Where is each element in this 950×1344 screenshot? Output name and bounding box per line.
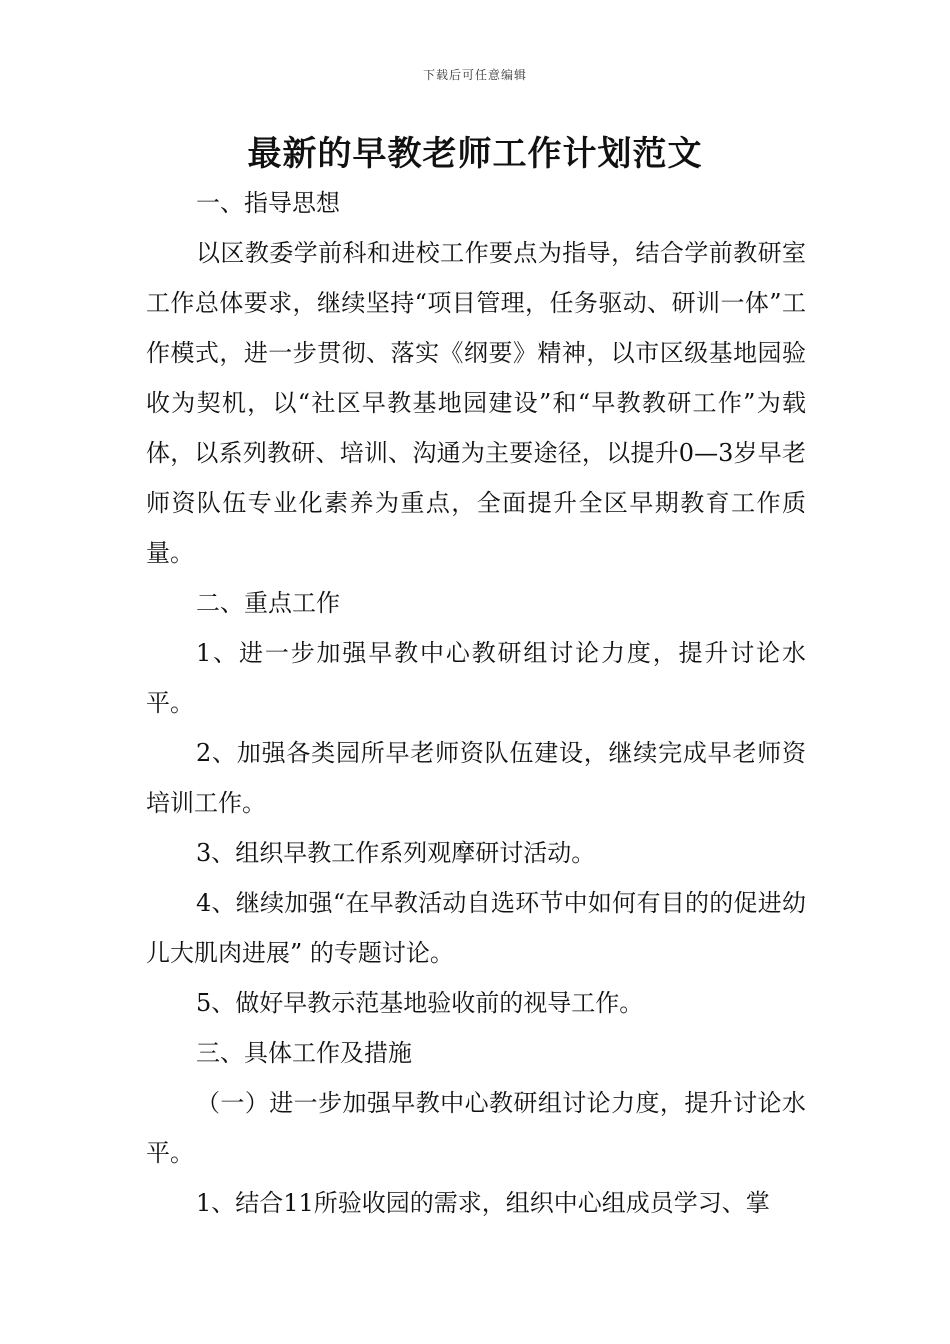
section-heading-measures: 三、具体工作及措施 xyxy=(196,1039,412,1067)
key-work-item-1: 1、进一步加强早教中心教研组讨论力度，提升讨论水平。 xyxy=(146,639,806,717)
key-work-item-3: 3、组织早教工作系列观摩研讨活动。 xyxy=(196,839,596,867)
header-note: 下载后可任意编辑 xyxy=(422,68,527,82)
key-work-item-4: 4、继续加强“在早教活动自选环节中如何有目的的促进幼儿大肌肉进展” 的专题讨论。 xyxy=(146,889,806,967)
section-heading-guiding-ideology: 一、指导思想 xyxy=(196,189,340,217)
document-title: 最新的早教老师工作计划范文 xyxy=(247,134,703,174)
key-work-item-2: 2、加强各类园所早老师资队伍建设，继续完成早老师资培训工作。 xyxy=(146,739,806,817)
paragraph-guiding-ideology: 以区教委学前科和进校工作要点为指导，结合学前教研室工作总体要求，继续坚持“项目管理，任务驱动、研训一体”工作模式，进一步贯彻、落实《纲要》精神，以市区级基地园验收为契机，以“社区早教基地园建设”和“早教教研工作”为载体，以系列教研、培训、沟通为主要途径，以提升0—3岁早老师资队伍专业化素养为重点，全面提升全区早期教育工作质量。 xyxy=(146,239,806,567)
subsection-heading-1: （一）进一步加强早教中心教研组讨论力度，提升讨论水平。 xyxy=(146,1089,806,1167)
document-body xyxy=(146,178,806,1228)
section-heading-key-work: 二、重点工作 xyxy=(196,589,340,617)
key-work-item-5: 5、做好早教示范基地验收前的视导工作。 xyxy=(196,989,644,1017)
measure-item-1: 1、结合11所验收园的需求，组织中心组成员学习、掌 xyxy=(196,1189,770,1217)
